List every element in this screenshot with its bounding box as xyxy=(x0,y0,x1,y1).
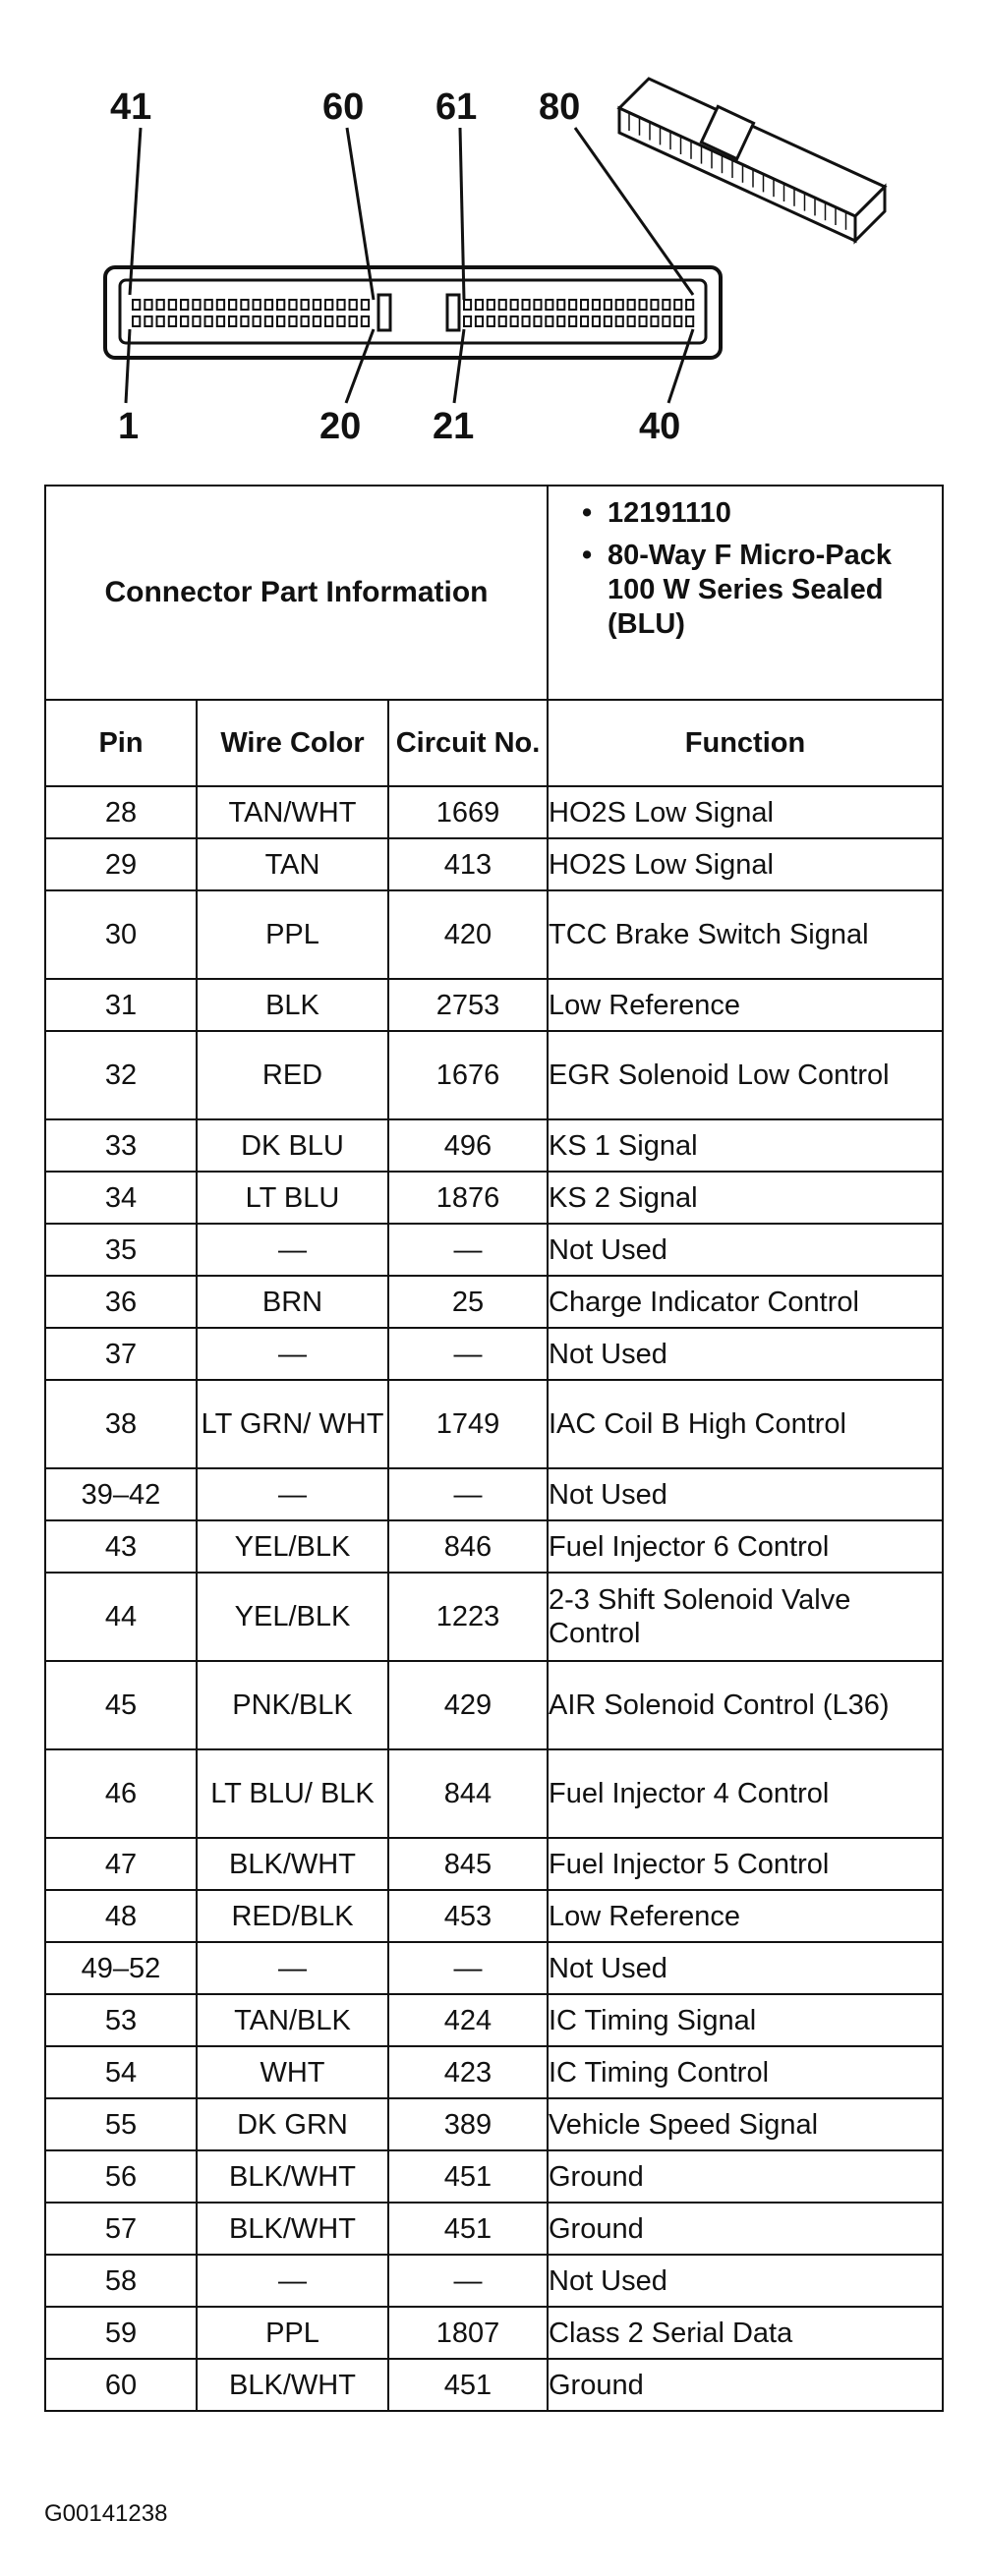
circuit-cell: 1749 xyxy=(388,1380,548,1468)
table-row xyxy=(45,2307,943,2359)
table-row xyxy=(45,2203,943,2255)
wire-color-cell: BLK/WHT xyxy=(197,2203,388,2255)
circuit-cell: 496 xyxy=(388,1119,548,1172)
pin-cell: 34 xyxy=(45,1172,197,1224)
function-cell: Fuel Injector 4 Control xyxy=(548,1749,943,1838)
circuit-cell: 423 xyxy=(388,2046,548,2098)
part-description: • 80-Way F Micro-Pack 100 W Series Sealed (BLU) xyxy=(608,539,924,642)
wire-color-cell: DK GRN xyxy=(197,2098,388,2150)
connector-diagram xyxy=(0,0,985,472)
table-row xyxy=(45,2046,943,2098)
wire-color-cell: — xyxy=(197,1468,388,1520)
circuit-cell: 389 xyxy=(388,2098,548,2150)
wire-color-cell: — xyxy=(197,1224,388,1276)
table-row xyxy=(45,1573,943,1661)
circuit-cell: 424 xyxy=(388,1994,548,2046)
pin-cell: 55 xyxy=(45,2098,197,2150)
pin-cell: 47 xyxy=(45,1838,197,1890)
wire-color-cell: PPL xyxy=(197,2307,388,2359)
circuit-cell: 453 xyxy=(388,1890,548,1942)
function-cell: IC Timing Control xyxy=(548,2046,943,2098)
function-cell: Low Reference xyxy=(548,979,943,1031)
table-row xyxy=(45,1224,943,1276)
function-cell: Not Used xyxy=(548,2255,943,2307)
figure-code: G00141238 xyxy=(44,2500,168,2527)
circuit-cell: 1223 xyxy=(388,1573,548,1661)
part-number: • 12191110 xyxy=(608,496,924,531)
pin-label-21: 21 xyxy=(433,406,475,447)
wire-color-cell: BRN xyxy=(197,1276,388,1328)
wire-color-cell: BLK/WHT xyxy=(197,2359,388,2411)
wire-color-cell: RED xyxy=(197,1031,388,1119)
circuit-cell: 1669 xyxy=(388,786,548,838)
function-cell: Ground xyxy=(548,2359,943,2411)
pin-cell: 39–42 xyxy=(45,1468,197,1520)
pin-cell: 32 xyxy=(45,1031,197,1119)
wire-color-cell: DK BLU xyxy=(197,1119,388,1172)
circuit-cell: 25 xyxy=(388,1276,548,1328)
function-cell: Not Used xyxy=(548,1328,943,1380)
function-cell: 2-3 Shift Solenoid Valve Control xyxy=(548,1573,943,1661)
pin-cell: 54 xyxy=(45,2046,197,2098)
table-row xyxy=(45,2255,943,2307)
table-row xyxy=(45,1661,943,1749)
table-row xyxy=(45,1994,943,2046)
pinout-table xyxy=(44,485,944,2412)
table-row xyxy=(45,1838,943,1890)
pin-cell: 59 xyxy=(45,2307,197,2359)
pin-cell: 53 xyxy=(45,1994,197,2046)
header-circuit: Circuit No. xyxy=(388,700,548,786)
pin-cell: 29 xyxy=(45,838,197,890)
table-row xyxy=(45,890,943,979)
table-row xyxy=(45,1520,943,1573)
wire-color-cell: — xyxy=(197,1328,388,1380)
wire-color-cell: LT BLU/ BLK xyxy=(197,1749,388,1838)
circuit-cell: 413 xyxy=(388,838,548,890)
circuit-cell: 846 xyxy=(388,1520,548,1573)
table-row xyxy=(45,838,943,890)
table-row xyxy=(45,1119,943,1172)
connector-part-info xyxy=(548,486,943,700)
pin-cell: 49–52 xyxy=(45,1942,197,1994)
function-cell: KS 2 Signal xyxy=(548,1172,943,1224)
circuit-cell: — xyxy=(388,1942,548,1994)
table-row xyxy=(45,1468,943,1520)
circuit-cell: 451 xyxy=(388,2150,548,2203)
function-cell: KS 1 Signal xyxy=(548,1119,943,1172)
table-row xyxy=(45,2359,943,2411)
wire-color-cell: YEL/BLK xyxy=(197,1520,388,1573)
table-row xyxy=(45,1276,943,1328)
wire-color-cell: PNK/BLK xyxy=(197,1661,388,1749)
wire-color-cell: YEL/BLK xyxy=(197,1573,388,1661)
circuit-cell: 1676 xyxy=(388,1031,548,1119)
wire-color-cell: BLK/WHT xyxy=(197,1838,388,1890)
circuit-cell: 451 xyxy=(388,2359,548,2411)
function-cell: AIR Solenoid Control (L36) xyxy=(548,1661,943,1749)
wire-color-cell: LT BLU xyxy=(197,1172,388,1224)
wire-color-cell: — xyxy=(197,1942,388,1994)
circuit-cell: 1807 xyxy=(388,2307,548,2359)
circuit-cell: — xyxy=(388,1468,548,1520)
pin-label-61: 61 xyxy=(435,86,478,128)
pin-label-20: 20 xyxy=(319,406,362,447)
table-row xyxy=(45,1380,943,1468)
pin-cell: 44 xyxy=(45,1573,197,1661)
connector-info-title: Connector Part Information xyxy=(45,486,548,700)
function-cell: Not Used xyxy=(548,1942,943,1994)
function-cell: IAC Coil B High Control xyxy=(548,1380,943,1468)
pin-cell: 30 xyxy=(45,890,197,979)
wire-color-cell: TAN xyxy=(197,838,388,890)
function-cell: Charge Indicator Control xyxy=(548,1276,943,1328)
function-cell: Not Used xyxy=(548,1468,943,1520)
function-cell: TCC Brake Switch Signal xyxy=(548,890,943,979)
circuit-cell: 1876 xyxy=(388,1172,548,1224)
pin-label-40: 40 xyxy=(639,406,681,447)
pin-label-41: 41 xyxy=(110,86,152,128)
function-cell: Fuel Injector 6 Control xyxy=(548,1520,943,1573)
function-cell: Low Reference xyxy=(548,1890,943,1942)
wire-color-cell: — xyxy=(197,2255,388,2307)
pin-cell: 60 xyxy=(45,2359,197,2411)
wire-color-cell: PPL xyxy=(197,890,388,979)
function-cell: Fuel Injector 5 Control xyxy=(548,1838,943,1890)
function-cell: Vehicle Speed Signal xyxy=(548,2098,943,2150)
wire-color-cell: TAN/BLK xyxy=(197,1994,388,2046)
function-cell: HO2S Low Signal xyxy=(548,838,943,890)
pin-cell: 46 xyxy=(45,1749,197,1838)
circuit-cell: 845 xyxy=(388,1838,548,1890)
connector-drawing xyxy=(0,0,985,472)
pin-cell: 38 xyxy=(45,1380,197,1468)
pin-label-1: 1 xyxy=(118,406,140,447)
table-row xyxy=(45,979,943,1031)
table-row xyxy=(45,1890,943,1942)
wire-color-cell: LT GRN/ WHT xyxy=(197,1380,388,1468)
pin-cell: 58 xyxy=(45,2255,197,2307)
table-row xyxy=(45,1172,943,1224)
wire-color-cell: WHT xyxy=(197,2046,388,2098)
header-pin: Pin xyxy=(45,700,197,786)
circuit-cell: 451 xyxy=(388,2203,548,2255)
pin-cell: 33 xyxy=(45,1119,197,1172)
pin-cell: 31 xyxy=(45,979,197,1031)
table-row xyxy=(45,1942,943,1994)
wire-color-cell: RED/BLK xyxy=(197,1890,388,1942)
pin-cell: 48 xyxy=(45,1890,197,1942)
pin-cell: 43 xyxy=(45,1520,197,1573)
pin-label-60: 60 xyxy=(322,86,365,128)
pin-cell: 36 xyxy=(45,1276,197,1328)
table-row xyxy=(45,1328,943,1380)
circuit-cell: — xyxy=(388,1224,548,1276)
table-row xyxy=(45,786,943,838)
wire-color-cell: BLK/WHT xyxy=(197,2150,388,2203)
function-cell: EGR Solenoid Low Control xyxy=(548,1031,943,1119)
pin-cell: 37 xyxy=(45,1328,197,1380)
table-row xyxy=(45,2098,943,2150)
function-cell: IC Timing Signal xyxy=(548,1994,943,2046)
pin-cell: 57 xyxy=(45,2203,197,2255)
circuit-cell: 429 xyxy=(388,1661,548,1749)
function-cell: Class 2 Serial Data xyxy=(548,2307,943,2359)
pin-cell: 35 xyxy=(45,1224,197,1276)
function-cell: Ground xyxy=(548,2203,943,2255)
pin-cell: 28 xyxy=(45,786,197,838)
pin-cell: 56 xyxy=(45,2150,197,2203)
pin-cell: 45 xyxy=(45,1661,197,1749)
wire-color-cell: BLK xyxy=(197,979,388,1031)
table-row xyxy=(45,2150,943,2203)
circuit-cell: 844 xyxy=(388,1749,548,1838)
function-cell: Ground xyxy=(548,2150,943,2203)
wire-color-cell: TAN/WHT xyxy=(197,786,388,838)
header-function: Function xyxy=(548,700,943,786)
pin-label-80: 80 xyxy=(539,86,581,128)
table-row xyxy=(45,1749,943,1838)
function-cell: HO2S Low Signal xyxy=(548,786,943,838)
circuit-cell: — xyxy=(388,1328,548,1380)
function-cell: Not Used xyxy=(548,1224,943,1276)
circuit-cell: 2753 xyxy=(388,979,548,1031)
header-wire-color: Wire Color xyxy=(197,700,388,786)
circuit-cell: — xyxy=(388,2255,548,2307)
table-row xyxy=(45,1031,943,1119)
circuit-cell: 420 xyxy=(388,890,548,979)
